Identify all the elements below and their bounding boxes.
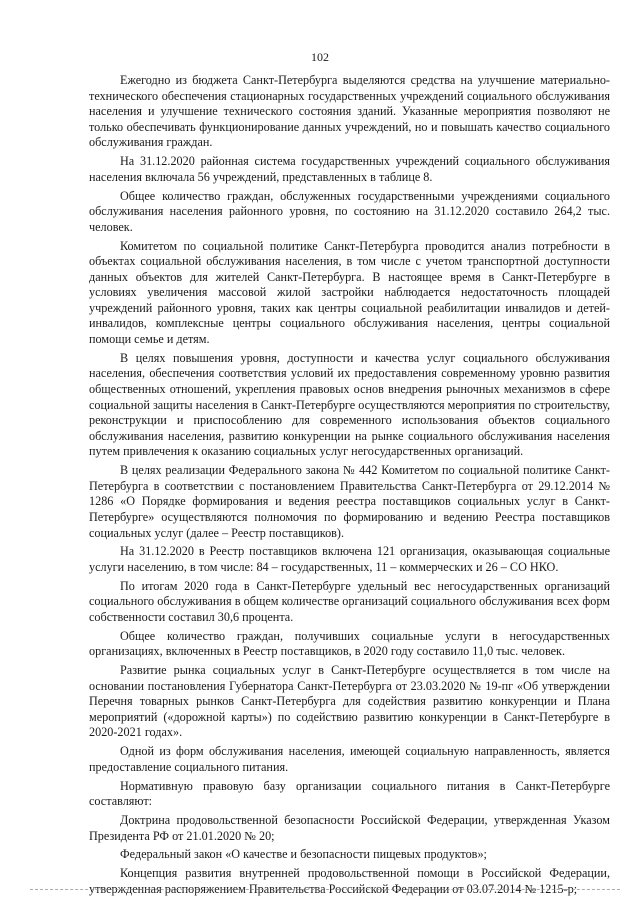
paragraph: Нормативную правовую базу организации социального питания в Санкт-Петербурге составляют: <box>89 778 610 809</box>
paragraph: Федеральный закон «О качестве и безопасности пищевых продуктов»; <box>120 847 487 862</box>
paragraph: На 31.12.2020 районная система государственных учреждений социального обслуживания населения включала 56 учреждений, представленных в таблице 8. <box>89 154 610 184</box>
paragraph: По итогам 2020 года в Санкт-Петербурге удельный вес негосударственных организаций социального обслуживания в общем количестве организаций социального обслуживания всех форм собственности составил 30,6 процента. <box>89 578 610 624</box>
scan-edge-line <box>30 889 620 890</box>
page-number: 102 <box>311 50 329 64</box>
paragraph: На 31.12.2020 в Реестр поставщиков включена 121 организация, оказывающая социальные услуги населению, в том числе: 84 – государственных, 11 – коммерческих и 26 – СО НКО. <box>89 544 610 574</box>
paragraph: Комитетом по социальной политике Санкт-Петербурга проводится анализ потребности в объектах социальной обслуживания населения, в том числе с учетом транспортной доступности данных объектов для жителей Санкт-Петербурга. В настоящее время в Санкт-Петербурге в условиях увеличения массовой жилой застройки наблюдается недостаточность площадей учреждений районного уровня, таких как центры социальной реабилитации инвалидов и детей-инвалидов, комплексные центры социального обслуживания населения, центры социальной помощи семье и детям. <box>89 238 610 347</box>
paragraph: В целях реализации Федерального закона № 442 Комитетом по социальной политике Санкт-Петербурга в соответствии с постановлением Правительства Санкт-Петербурга от 29.12.2014 № 1286 «О Порядке формирования и ведения реестра поставщиков социальных услуг в Санкт-Петербурге» осуществляются полномочия по формированию и ведению Реестра поставщиков социальных услуг (далее – Реестр поставщиков). <box>89 463 610 540</box>
paragraph: Концепция развития внутренней продовольственной помощи в Российской Федерации, утвержденная распоряжением Правительства Российской Федерации от 03.07.2014 № 1215-р; <box>89 866 610 896</box>
paragraph: Общее количество граждан, обслуженных государственными учреждениями социального обслуживания населения районного уровня, по состоянию на 31.12.2020 составило 264,2 тыс. человек. <box>89 188 610 234</box>
paragraph: Доктрина продовольственной безопасности Российской Федерации, утвержденная Указом Президента РФ от 21.01.2020 № 20; <box>89 812 610 843</box>
paragraph: Общее количество граждан, получивших социальные услуги в негосударственных организациях, включенных в Реестр поставщиков, в 2020 году составило 11,0 тыс. человек. <box>89 628 610 659</box>
paragraph: Одной из форм обслуживания населения, имеющей социальную направленность, является предоставление социального питания. <box>89 744 610 774</box>
paragraph: Развитие рынка социальных услуг в Санкт-Петербурге осуществляется в том числе на основании постановления Губернатора Санкт-Петербурга от 23.03.2020 № 19-пг «Об утверждении Перечня товарных рынков Санкт-Петербурга для содействия развитию конкуренции и Плана мероприятий («дорожной карты») по содействию развитию конкуренции в Санкт-Петербурге в 2020-2021 годах». <box>89 663 610 740</box>
paragraph: В целях повышения уровня, доступности и качества услуг социального обслуживания населения, обеспечения соответствия условий их предоставления современному уровню развития общественных отношений, укрепления правовых основ внедрения рыночных механизмов в сфере социальной защиты населения в Санкт-Петербурге осуществляются мероприятия по строительству, реконструкции и приспособлению для современного использования объектов социального обслуживания населения, развитию конкуренции на рынке социального обслуживания населения путем привлечения к оказанию социальных услуг негосударственных организаций. <box>89 350 610 459</box>
paragraph: Ежегодно из бюджета Санкт-Петербурга выделяются средства на улучшение материально-технического обеспечения стационарных государственных учреждений социального обслуживания населения и улучшение технического состояния зданий. Указанные мероприятия позволяют не только обеспечивать функционирование данных учреждений, но и повышать качество социального обслуживания граждан. <box>89 73 610 150</box>
document-body <box>89 73 610 901</box>
